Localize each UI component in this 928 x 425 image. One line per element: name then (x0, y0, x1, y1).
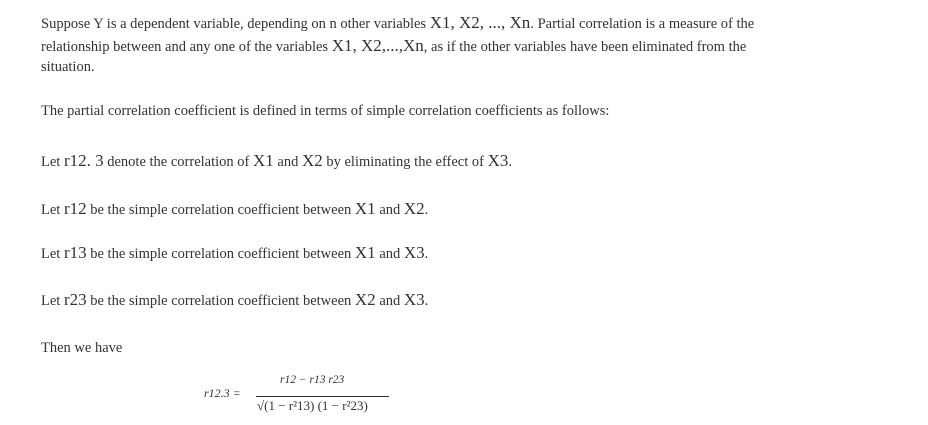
variable-list: X1, X2,...,Xn (331, 36, 424, 55)
intro-line-1 (41, 12, 754, 35)
text: be the simple correlation coefficient between (86, 202, 355, 218)
definition-text: The partial correlation coefficient is defined in terms of simple correlation coefficients as follows: (41, 103, 610, 119)
partial-coefficient-paragraph (41, 150, 512, 173)
r12-paragraph (41, 198, 428, 221)
intro-text: Suppose Y is a dependent variable, depending on n other variables (41, 16, 430, 32)
text: Let (41, 293, 64, 309)
text: and (273, 154, 302, 170)
text: and (375, 246, 404, 262)
formula-denominator: √(1 − r²13) (1 − r²23) (257, 398, 368, 413)
text: . (508, 154, 512, 170)
intro-text: , as if the other variables have been eliminated from the (423, 39, 747, 55)
then-paragraph (41, 337, 122, 359)
text: Then we have (41, 340, 123, 356)
text: by eliminating the effect of (322, 154, 488, 170)
text: be the simple correlation coefficient between (86, 293, 355, 309)
text: Let (41, 202, 64, 218)
variable: X1 (253, 151, 274, 170)
formula-numerator: r12 − r13 r23 (280, 374, 345, 386)
variable: X1 (354, 243, 376, 262)
text: and (375, 293, 404, 309)
text: . (424, 202, 429, 218)
text: Let (41, 246, 64, 262)
variable: X3 (403, 290, 425, 309)
text: Let (41, 154, 64, 170)
variable: X3 (487, 151, 509, 170)
variable: X2 (403, 199, 425, 218)
r23-paragraph (41, 289, 428, 312)
symbol: r13 (63, 243, 87, 262)
intro-line-3 (41, 56, 95, 78)
symbol: r12 (63, 199, 87, 218)
intro-text: situation. (41, 59, 95, 75)
text: and (375, 202, 404, 218)
symbol: r23 (63, 290, 87, 309)
intro-text: . Partial correlation is a measure of the (530, 16, 755, 32)
definition-paragraph (41, 100, 609, 122)
variable: X2 (354, 290, 376, 309)
intro-line-2 (41, 35, 746, 58)
variable-list: X1, X2, ..., Xn (429, 13, 531, 32)
variable: X1 (354, 199, 376, 218)
intro-text: relationship between and any one of the variables (41, 39, 332, 55)
text: be the simple correlation coefficient between (86, 246, 355, 262)
variable: X2 (301, 151, 323, 170)
text: . (424, 246, 429, 262)
partial-correlation-formula (204, 372, 404, 422)
fraction-bar (256, 396, 389, 397)
text: . (424, 293, 429, 309)
symbol: r12. 3 (63, 151, 104, 170)
text: denote the correlation of (103, 154, 253, 170)
formula-lhs: r12.3 = (204, 386, 241, 400)
r13-paragraph (41, 242, 428, 265)
variable: X3 (403, 243, 425, 262)
